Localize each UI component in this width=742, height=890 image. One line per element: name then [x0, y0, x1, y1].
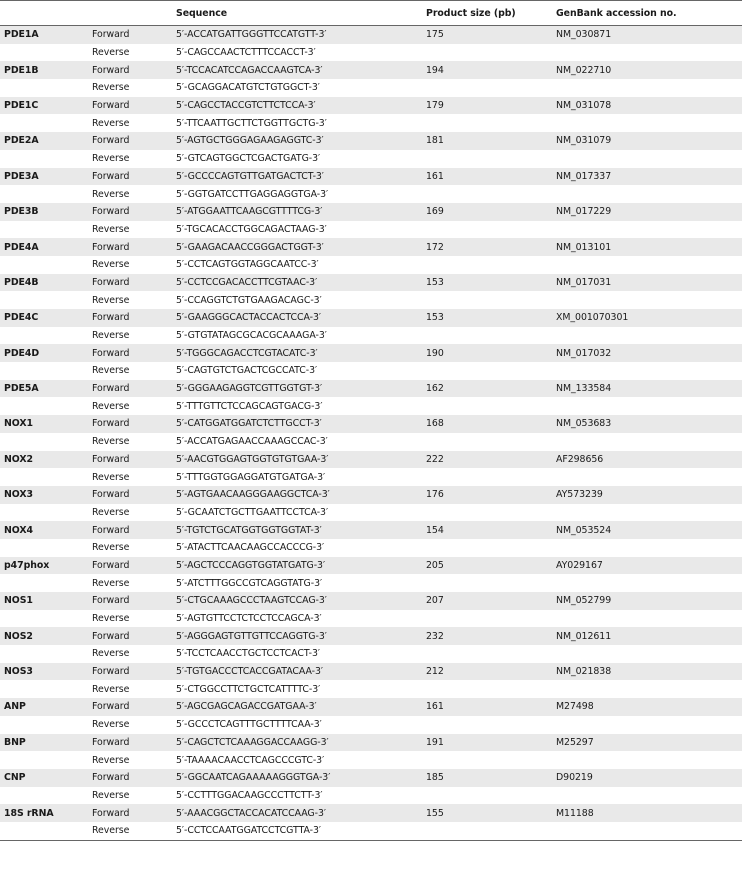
sequence-cell: 5′-CCAGGTCTGTGAAGACAGC-3′ [172, 291, 422, 309]
product-size-cell [422, 504, 552, 522]
table-row [0, 627, 742, 645]
accession-cell: NM_022710 [552, 61, 742, 79]
gene-cell: PDE3A [0, 168, 88, 186]
sequence-cell: 5′-GAAGACAACCGGGACTGGT-3′ [172, 238, 422, 256]
table-row [0, 362, 742, 380]
table-row [0, 504, 742, 522]
product-size-cell: 169 [422, 203, 552, 221]
accession-cell [552, 114, 742, 132]
gene-cell: PDE4B [0, 274, 88, 292]
product-size-cell [422, 185, 552, 203]
gene-cell [0, 114, 88, 132]
sequence-cell: 5′-CTGCAAAGCCCTAAGTCCAG-3′ [172, 592, 422, 610]
accession-cell: M11188 [552, 804, 742, 822]
sequence-cell: 5′-TTTGGTGGAGGATGTGATGA-3′ [172, 468, 422, 486]
table-row [0, 698, 742, 716]
direction-cell: Forward [88, 734, 172, 752]
product-size-cell [422, 114, 552, 132]
table-body [0, 26, 742, 841]
sequence-cell: 5′-ACCATGATTGGGTTCCATGTT-3′ [172, 26, 422, 44]
product-size-cell [422, 433, 552, 451]
accession-cell: NM_053524 [552, 521, 742, 539]
table-row [0, 557, 742, 575]
direction-cell: Forward [88, 415, 172, 433]
accession-cell [552, 221, 742, 239]
direction-cell: Forward [88, 309, 172, 327]
gene-cell [0, 751, 88, 769]
sequence-cell: 5′-CAGCCAACTCTTTCCACCT-3′ [172, 44, 422, 62]
accession-cell [552, 504, 742, 522]
sequence-cell: 5′-AGTGAACAAGGGAAGGCTCA-3′ [172, 486, 422, 504]
table-row [0, 114, 742, 132]
sequence-cell: 5′-CCTCAGTGGTAGGCAATCC-3′ [172, 256, 422, 274]
gene-cell: PDE4C [0, 309, 88, 327]
direction-cell: Forward [88, 274, 172, 292]
direction-cell: Reverse [88, 114, 172, 132]
accession-cell: AF298656 [552, 451, 742, 469]
accession-cell: NM_012611 [552, 627, 742, 645]
product-size-cell [422, 79, 552, 97]
accession-cell [552, 185, 742, 203]
table-row [0, 97, 742, 115]
accession-cell [552, 397, 742, 415]
product-size-cell: 232 [422, 627, 552, 645]
product-size-cell: 153 [422, 274, 552, 292]
accession-cell [552, 680, 742, 698]
direction-cell: Forward [88, 698, 172, 716]
accession-cell [552, 291, 742, 309]
sequence-cell: 5′-AGCGAGCAGACCGATGAA-3′ [172, 698, 422, 716]
gene-cell: p47phox [0, 557, 88, 575]
table-row [0, 274, 742, 292]
gene-cell [0, 468, 88, 486]
gene-cell [0, 256, 88, 274]
table-row [0, 804, 742, 822]
direction-cell: Forward [88, 769, 172, 787]
direction-cell: Reverse [88, 468, 172, 486]
accession-cell: NM_030871 [552, 26, 742, 44]
accession-cell: NM_021838 [552, 663, 742, 681]
table-row [0, 327, 742, 345]
table-row [0, 26, 742, 44]
product-size-cell [422, 44, 552, 62]
table-row [0, 574, 742, 592]
product-size-cell: 191 [422, 734, 552, 752]
header-gene [0, 1, 88, 26]
direction-cell: Forward [88, 592, 172, 610]
product-size-cell: 168 [422, 415, 552, 433]
accession-cell [552, 716, 742, 734]
gene-cell [0, 539, 88, 557]
accession-cell [552, 751, 742, 769]
sequence-cell: 5′-AGGGAGTGTTGTTCCAGGTG-3′ [172, 627, 422, 645]
accession-cell [552, 79, 742, 97]
table-row [0, 61, 742, 79]
direction-cell: Reverse [88, 504, 172, 522]
table-row [0, 680, 742, 698]
product-size-cell: 185 [422, 769, 552, 787]
accession-cell [552, 433, 742, 451]
table-row [0, 309, 742, 327]
accession-cell [552, 468, 742, 486]
product-size-cell: 190 [422, 344, 552, 362]
table-row [0, 132, 742, 150]
table-row [0, 716, 742, 734]
gene-cell: PDE1C [0, 97, 88, 115]
table-row [0, 256, 742, 274]
table-row [0, 663, 742, 681]
product-size-cell [422, 221, 552, 239]
direction-cell: Forward [88, 132, 172, 150]
direction-cell: Forward [88, 804, 172, 822]
gene-cell: NOX3 [0, 486, 88, 504]
product-size-cell: 161 [422, 168, 552, 186]
sequence-cell: 5′-TCCACATCCAGACCAAGTCA-3′ [172, 61, 422, 79]
gene-cell [0, 716, 88, 734]
sequence-cell: 5′-CATGGATGGATCTCTTGCCT-3′ [172, 415, 422, 433]
table-row [0, 203, 742, 221]
sequence-cell: 5′-GGCAATCAGAAAAAGGGTGA-3′ [172, 769, 422, 787]
sequence-cell: 5′-GGTGATCCTTGAGGAGGTGA-3′ [172, 185, 422, 203]
sequence-cell: 5′-TGGGCAGACCTCGTACATC-3′ [172, 344, 422, 362]
accession-cell [552, 574, 742, 592]
product-size-cell [422, 291, 552, 309]
direction-cell: Forward [88, 203, 172, 221]
gene-cell [0, 44, 88, 62]
gene-cell: NOX4 [0, 521, 88, 539]
accession-cell [552, 787, 742, 805]
sequence-cell: 5′-GGGAAGAGGTCGTTGGTGT-3′ [172, 380, 422, 398]
product-size-cell [422, 680, 552, 698]
accession-cell: M25297 [552, 734, 742, 752]
gene-cell: 18S rRNA [0, 804, 88, 822]
sequence-cell: 5′-GCCCTCAGTTTGCTTTTCAA-3′ [172, 716, 422, 734]
accession-cell: NM_017032 [552, 344, 742, 362]
product-size-cell [422, 751, 552, 769]
product-size-cell [422, 610, 552, 628]
gene-cell: PDE4A [0, 238, 88, 256]
direction-cell: Reverse [88, 751, 172, 769]
product-size-cell [422, 787, 552, 805]
table-row [0, 486, 742, 504]
product-size-cell [422, 150, 552, 168]
direction-cell: Forward [88, 627, 172, 645]
accession-cell [552, 362, 742, 380]
gene-cell [0, 787, 88, 805]
gene-cell: CNP [0, 769, 88, 787]
sequence-cell: 5′-CCTCCAATGGATCCTCGTTA-3′ [172, 822, 422, 840]
direction-cell: Reverse [88, 291, 172, 309]
direction-cell: Reverse [88, 716, 172, 734]
sequence-cell: 5′-TCCTCAACCTGCTCCTCACT-3′ [172, 645, 422, 663]
sequence-cell: 5′-GCAGGACATGTCTGTGGCT-3′ [172, 79, 422, 97]
product-size-cell: 176 [422, 486, 552, 504]
sequence-cell: 5′-GCAATCTGCTTGAATTCCTCA-3′ [172, 504, 422, 522]
sequence-cell: 5′-GTGTATAGCGCACGCAAAGA-3′ [172, 327, 422, 345]
direction-cell: Reverse [88, 44, 172, 62]
sequence-cell: 5′-ATCTTTGGCCGTCAGGTATG-3′ [172, 574, 422, 592]
table-row [0, 769, 742, 787]
product-size-cell: 172 [422, 238, 552, 256]
accession-cell [552, 150, 742, 168]
gene-cell [0, 79, 88, 97]
product-size-cell: 161 [422, 698, 552, 716]
table-row [0, 221, 742, 239]
product-size-cell [422, 362, 552, 380]
table-row [0, 238, 742, 256]
sequence-cell: 5′-ATGGAATTCAAGCGTTTTCG-3′ [172, 203, 422, 221]
gene-cell [0, 362, 88, 380]
sequence-cell: 5′-TTCAATTGCTTCTGGTTGCTG-3′ [172, 114, 422, 132]
accession-cell: NM_013101 [552, 238, 742, 256]
gene-cell [0, 822, 88, 840]
product-size-cell [422, 256, 552, 274]
sequence-cell: 5′-CTGGCCTTCTGCTCATTTTC-3′ [172, 680, 422, 698]
table-row [0, 592, 742, 610]
gene-cell [0, 327, 88, 345]
table-row [0, 344, 742, 362]
gene-cell: NOS1 [0, 592, 88, 610]
table-row [0, 415, 742, 433]
gene-cell [0, 221, 88, 239]
product-size-cell: 153 [422, 309, 552, 327]
accession-cell: XM_001070301 [552, 309, 742, 327]
product-size-cell [422, 822, 552, 840]
product-size-cell [422, 397, 552, 415]
table-row [0, 521, 742, 539]
direction-cell: Forward [88, 380, 172, 398]
gene-cell: PDE1A [0, 26, 88, 44]
accession-cell: NM_017337 [552, 168, 742, 186]
direction-cell: Forward [88, 486, 172, 504]
product-size-cell: 212 [422, 663, 552, 681]
table-row [0, 451, 742, 469]
direction-cell: Reverse [88, 185, 172, 203]
gene-cell: PDE3B [0, 203, 88, 221]
gene-cell: NOX2 [0, 451, 88, 469]
gene-cell [0, 680, 88, 698]
header-genbank-accession: GenBank accession no. [552, 1, 742, 26]
table-row [0, 150, 742, 168]
table-row [0, 185, 742, 203]
direction-cell: Reverse [88, 433, 172, 451]
sequence-cell: 5′-ACCATGAGAACCAAAGCCAC-3′ [172, 433, 422, 451]
product-size-cell: 154 [422, 521, 552, 539]
product-size-cell [422, 468, 552, 486]
header-row [0, 1, 742, 26]
direction-cell: Forward [88, 344, 172, 362]
table-row [0, 468, 742, 486]
direction-cell: Forward [88, 238, 172, 256]
table-row [0, 822, 742, 840]
accession-cell: NM_053683 [552, 415, 742, 433]
product-size-cell: 207 [422, 592, 552, 610]
sequence-cell: 5′-AACGTGGAGTGGTGTGTGAA-3′ [172, 451, 422, 469]
direction-cell: Forward [88, 451, 172, 469]
gene-cell [0, 291, 88, 309]
accession-cell: NM_017229 [552, 203, 742, 221]
accession-cell [552, 256, 742, 274]
direction-cell: Reverse [88, 680, 172, 698]
accession-cell [552, 539, 742, 557]
product-size-cell [422, 645, 552, 663]
direction-cell: Forward [88, 663, 172, 681]
table-row [0, 610, 742, 628]
direction-cell: Reverse [88, 539, 172, 557]
sequence-cell: 5′-CAGCTCTCAAAGGACCAAGG-3′ [172, 734, 422, 752]
gene-cell [0, 397, 88, 415]
gene-cell: NOX1 [0, 415, 88, 433]
sequence-cell: 5′-ATACTTCAACAAGCCACCCG-3′ [172, 539, 422, 557]
product-size-cell: 222 [422, 451, 552, 469]
sequence-cell: 5′-TGCACACCTGGCAGACTAAG-3′ [172, 221, 422, 239]
gene-cell: PDE4D [0, 344, 88, 362]
table-row [0, 397, 742, 415]
gene-cell [0, 185, 88, 203]
accession-cell [552, 610, 742, 628]
direction-cell: Reverse [88, 645, 172, 663]
direction-cell: Reverse [88, 327, 172, 345]
sequence-cell: 5′-AGTGTTCCTCTCCTCCAGCA-3′ [172, 610, 422, 628]
gene-cell: PDE5A [0, 380, 88, 398]
direction-cell: Forward [88, 61, 172, 79]
direction-cell: Reverse [88, 574, 172, 592]
gene-cell [0, 504, 88, 522]
accession-cell [552, 327, 742, 345]
accession-cell [552, 44, 742, 62]
direction-cell: Reverse [88, 79, 172, 97]
accession-cell [552, 645, 742, 663]
sequence-cell: 5′-TGTCTGCATGGTGGTGGTAT-3′ [172, 521, 422, 539]
accession-cell: NM_031079 [552, 132, 742, 150]
table-row [0, 645, 742, 663]
accession-cell: AY573239 [552, 486, 742, 504]
table-row [0, 751, 742, 769]
sequence-cell: 5′-GAAGGGCACTACCACTCCA-3′ [172, 309, 422, 327]
direction-cell: Forward [88, 521, 172, 539]
sequence-cell: 5′-CCTTTGGACAAGCCCTTCTT-3′ [172, 787, 422, 805]
sequence-cell: 5′-CAGTGTCTGACTCGCCATC-3′ [172, 362, 422, 380]
header-direction [88, 1, 172, 26]
gene-cell [0, 150, 88, 168]
product-size-cell [422, 574, 552, 592]
sequence-cell: 5′-AGTGCTGGGAGAAGAGGTC-3′ [172, 132, 422, 150]
table-row [0, 79, 742, 97]
accession-cell: D90219 [552, 769, 742, 787]
table-row [0, 291, 742, 309]
sequence-cell: 5′-AAACGGCTACCACATCCAAG-3′ [172, 804, 422, 822]
direction-cell: Forward [88, 26, 172, 44]
gene-cell [0, 645, 88, 663]
sequence-cell: 5′-GTCAGTGGCTCGACTGATG-3′ [172, 150, 422, 168]
product-size-cell: 179 [422, 97, 552, 115]
header-product-size: Product size (pb) [422, 1, 552, 26]
table-row [0, 44, 742, 62]
gene-cell: BNP [0, 734, 88, 752]
gene-cell: PDE2A [0, 132, 88, 150]
product-size-cell: 175 [422, 26, 552, 44]
gene-cell: NOS2 [0, 627, 88, 645]
product-size-cell: 194 [422, 61, 552, 79]
table-row [0, 168, 742, 186]
gene-cell [0, 574, 88, 592]
product-size-cell [422, 539, 552, 557]
sequence-cell: 5′-GCCCCAGTGTTGATGACTCT-3′ [172, 168, 422, 186]
table-row [0, 734, 742, 752]
accession-cell: AY029167 [552, 557, 742, 575]
table-row [0, 433, 742, 451]
accession-cell: NM_017031 [552, 274, 742, 292]
product-size-cell: 181 [422, 132, 552, 150]
direction-cell: Reverse [88, 610, 172, 628]
product-size-cell: 155 [422, 804, 552, 822]
product-size-cell [422, 716, 552, 734]
table-row [0, 539, 742, 557]
table-row [0, 380, 742, 398]
sequence-cell: 5′-AGCTCCCAGGTGGTATGATG-3′ [172, 557, 422, 575]
direction-cell: Forward [88, 97, 172, 115]
direction-cell: Reverse [88, 221, 172, 239]
product-size-cell [422, 327, 552, 345]
gene-cell: ANP [0, 698, 88, 716]
gene-cell [0, 610, 88, 628]
sequence-cell: 5′-TAAAACAACCTCAGCCCGTC-3′ [172, 751, 422, 769]
product-size-cell: 205 [422, 557, 552, 575]
direction-cell: Reverse [88, 150, 172, 168]
sequence-cell: 5′-TTTGTTCTCCAGCAGTGACG-3′ [172, 397, 422, 415]
accession-cell [552, 822, 742, 840]
direction-cell: Reverse [88, 787, 172, 805]
direction-cell: Reverse [88, 256, 172, 274]
sequence-cell: 5′-TGTGACCCTCACCGATACAA-3′ [172, 663, 422, 681]
header-sequence: Sequence [172, 1, 422, 26]
direction-cell: Reverse [88, 397, 172, 415]
sequence-cell: 5′-CCTCCGACACCTTCGTAAC-3′ [172, 274, 422, 292]
accession-cell: NM_052799 [552, 592, 742, 610]
product-size-cell: 162 [422, 380, 552, 398]
direction-cell: Forward [88, 557, 172, 575]
gene-cell: PDE1B [0, 61, 88, 79]
table-header [0, 1, 742, 26]
accession-cell: NM_133584 [552, 380, 742, 398]
direction-cell: Forward [88, 168, 172, 186]
accession-cell: NM_031078 [552, 97, 742, 115]
direction-cell: Reverse [88, 362, 172, 380]
direction-cell: Reverse [88, 822, 172, 840]
sequence-cell: 5′-CAGCCTACCGTCTTCTCCA-3′ [172, 97, 422, 115]
table-row [0, 787, 742, 805]
gene-cell: NOS3 [0, 663, 88, 681]
accession-cell: M27498 [552, 698, 742, 716]
gene-cell [0, 433, 88, 451]
